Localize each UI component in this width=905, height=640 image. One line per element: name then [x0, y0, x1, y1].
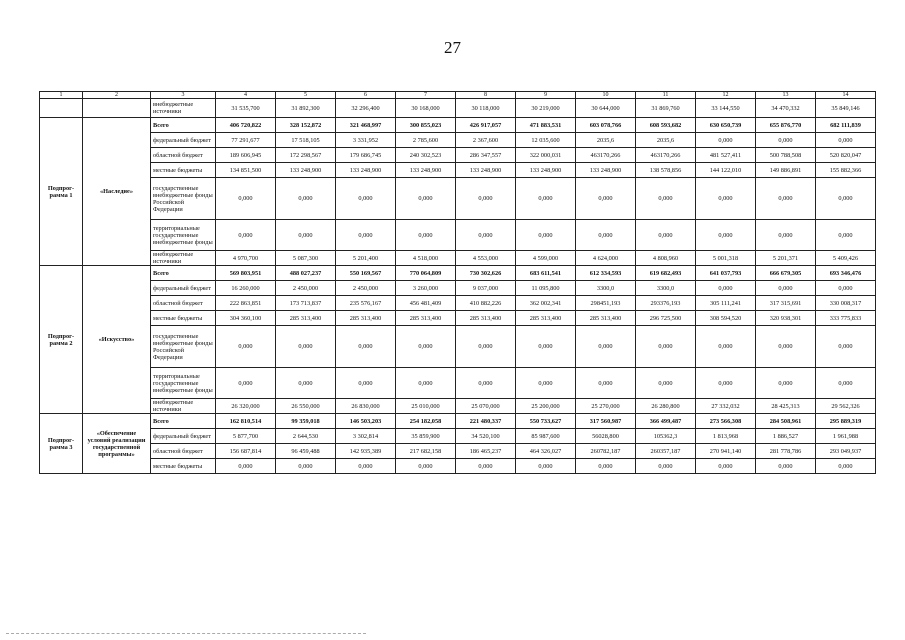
- header-row: [40, 92, 876, 99]
- table-row: [40, 444, 876, 459]
- value-cell: 27 332,032: [696, 399, 756, 414]
- value-cell: 285 313,400: [276, 311, 336, 326]
- value-cell: 77 291,677: [216, 133, 276, 148]
- value-cell: 254 182,058: [396, 414, 456, 429]
- header-cell: 12: [696, 92, 756, 99]
- value-cell: 17 518,105: [276, 133, 336, 148]
- value-cell: 285 313,400: [576, 311, 636, 326]
- value-cell: 0,000: [696, 220, 756, 251]
- table-row: [40, 368, 876, 399]
- value-cell: 0,000: [576, 326, 636, 368]
- value-cell: 260357,187: [636, 444, 696, 459]
- value-cell: 11 095,800: [516, 281, 576, 296]
- value-cell: 550 733,627: [516, 414, 576, 429]
- value-cell: 683 611,541: [516, 266, 576, 281]
- value-cell: 426 917,057: [456, 118, 516, 133]
- value-cell: 1 961,988: [816, 429, 876, 444]
- value-cell: 133 248,900: [516, 163, 576, 178]
- header-cell: 7: [396, 92, 456, 99]
- section-cell: «Искусство»: [83, 266, 151, 414]
- value-cell: 286 347,557: [456, 148, 516, 163]
- value-cell: 0,000: [816, 326, 876, 368]
- value-cell: 285 313,400: [456, 311, 516, 326]
- source-cell: внебюджетные источники: [151, 251, 216, 266]
- value-cell: 0,000: [516, 220, 576, 251]
- value-cell: 0,000: [696, 459, 756, 474]
- value-cell: 682 111,839: [816, 118, 876, 133]
- header-cell: 13: [756, 92, 816, 99]
- value-cell: 0,000: [276, 178, 336, 220]
- value-cell: 0,000: [756, 368, 816, 399]
- value-cell: 0,000: [576, 178, 636, 220]
- value-cell: 281 778,786: [756, 444, 816, 459]
- header-cell: 6: [336, 92, 396, 99]
- value-cell: 0,000: [336, 326, 396, 368]
- value-cell: 285 313,400: [396, 311, 456, 326]
- value-cell: 5 877,700: [216, 429, 276, 444]
- value-cell: 2 785,600: [396, 133, 456, 148]
- source-cell: внебюджетные источники: [151, 99, 216, 118]
- source-cell: областной бюджет: [151, 444, 216, 459]
- value-cell: 0,000: [216, 220, 276, 251]
- header-cell: 14: [816, 92, 876, 99]
- value-cell: 3 260,000: [396, 281, 456, 296]
- value-cell: 285 313,400: [516, 311, 576, 326]
- value-cell: 4 808,960: [636, 251, 696, 266]
- funding-table: [39, 91, 876, 474]
- value-cell: 0,000: [636, 459, 696, 474]
- value-cell: 730 302,626: [456, 266, 516, 281]
- value-cell: 284 508,961: [756, 414, 816, 429]
- value-cell: 260782,187: [576, 444, 636, 459]
- value-cell: 235 576,167: [336, 296, 396, 311]
- empty-cell: [40, 99, 83, 118]
- value-cell: 30 644,000: [576, 99, 636, 118]
- value-cell: 488 027,237: [276, 266, 336, 281]
- value-cell: 295 889,319: [816, 414, 876, 429]
- value-cell: 189 606,945: [216, 148, 276, 163]
- value-cell: 85 987,600: [516, 429, 576, 444]
- table-row: [40, 326, 876, 368]
- value-cell: 0,000: [216, 326, 276, 368]
- value-cell: 133 248,900: [336, 163, 396, 178]
- value-cell: 5 201,400: [336, 251, 396, 266]
- value-cell: 155 882,366: [816, 163, 876, 178]
- value-cell: 0,000: [756, 281, 816, 296]
- value-cell: 0,000: [396, 459, 456, 474]
- value-cell: 270 941,140: [696, 444, 756, 459]
- value-cell: 31 892,300: [276, 99, 336, 118]
- value-cell: 0,000: [276, 368, 336, 399]
- value-cell: 179 686,745: [336, 148, 396, 163]
- value-cell: 0,000: [516, 368, 576, 399]
- value-cell: 146 503,203: [336, 414, 396, 429]
- value-cell: 25 070,000: [456, 399, 516, 414]
- value-cell: 29 562,326: [816, 399, 876, 414]
- value-cell: 240 302,523: [396, 148, 456, 163]
- value-cell: 156 687,814: [216, 444, 276, 459]
- value-cell: 0,000: [756, 459, 816, 474]
- value-cell: 30 118,000: [456, 99, 516, 118]
- value-cell: 2 450,000: [336, 281, 396, 296]
- value-cell: 217 682,158: [396, 444, 456, 459]
- value-cell: 619 682,493: [636, 266, 696, 281]
- value-cell: 362 002,341: [516, 296, 576, 311]
- value-cell: 5 201,371: [756, 251, 816, 266]
- value-cell: 3 331,952: [336, 133, 396, 148]
- value-cell: 0,000: [336, 368, 396, 399]
- value-cell: 464 326,027: [516, 444, 576, 459]
- table-row: [40, 429, 876, 444]
- value-cell: 186 465,237: [456, 444, 516, 459]
- value-cell: 26 280,800: [636, 399, 696, 414]
- value-cell: 4 599,000: [516, 251, 576, 266]
- value-cell: 410 882,226: [456, 296, 516, 311]
- table-row: [40, 414, 876, 429]
- source-cell: областной бюджет: [151, 296, 216, 311]
- value-cell: 0,000: [756, 220, 816, 251]
- value-cell: 5 001,318: [696, 251, 756, 266]
- value-cell: 173 713,837: [276, 296, 336, 311]
- value-cell: 142 935,389: [336, 444, 396, 459]
- section-cell: «Обеспечение условий реализации государственной программы»: [83, 414, 151, 474]
- value-cell: 0,000: [396, 326, 456, 368]
- value-cell: 0,000: [816, 133, 876, 148]
- value-cell: 221 480,337: [456, 414, 516, 429]
- value-cell: 304 360,100: [216, 311, 276, 326]
- value-cell: 0,000: [336, 178, 396, 220]
- value-cell: 25 010,000: [396, 399, 456, 414]
- value-cell: 222 863,851: [216, 296, 276, 311]
- value-cell: 172 298,567: [276, 148, 336, 163]
- value-cell: 56028,800: [576, 429, 636, 444]
- value-cell: 2035,6: [636, 133, 696, 148]
- value-cell: 3300,0: [636, 281, 696, 296]
- value-cell: 641 037,793: [696, 266, 756, 281]
- value-cell: 0,000: [696, 326, 756, 368]
- value-cell: 0,000: [696, 281, 756, 296]
- value-cell: 305 111,241: [696, 296, 756, 311]
- value-cell: 0,000: [276, 326, 336, 368]
- value-cell: 0,000: [276, 459, 336, 474]
- source-cell: местные бюджеты: [151, 311, 216, 326]
- source-cell: государственные внебюджетные фонды Российской Федерации: [151, 178, 216, 220]
- value-cell: 0,000: [216, 368, 276, 399]
- value-cell: 655 876,770: [756, 118, 816, 133]
- source-cell: областной бюджет: [151, 148, 216, 163]
- value-cell: 666 679,305: [756, 266, 816, 281]
- value-cell: 0,000: [816, 281, 876, 296]
- header-cell: 1: [40, 92, 83, 99]
- value-cell: 35 859,900: [396, 429, 456, 444]
- value-cell: 0,000: [816, 368, 876, 399]
- table-row: [40, 220, 876, 251]
- value-cell: 16 260,000: [216, 281, 276, 296]
- table-row: [40, 399, 876, 414]
- value-cell: 0,000: [816, 459, 876, 474]
- value-cell: 0,000: [396, 178, 456, 220]
- value-cell: 0,000: [696, 178, 756, 220]
- source-cell: местные бюджеты: [151, 459, 216, 474]
- value-cell: 30 219,000: [516, 99, 576, 118]
- value-cell: 3 302,814: [336, 429, 396, 444]
- value-cell: 0,000: [216, 178, 276, 220]
- value-cell: 770 064,809: [396, 266, 456, 281]
- value-cell: 4 518,000: [396, 251, 456, 266]
- value-cell: 26 830,000: [336, 399, 396, 414]
- value-cell: 322 000,031: [516, 148, 576, 163]
- header-cell: 10: [576, 92, 636, 99]
- value-cell: 320 938,301: [756, 311, 816, 326]
- value-cell: 463170,266: [636, 148, 696, 163]
- value-cell: 330 008,317: [816, 296, 876, 311]
- value-cell: 0,000: [516, 326, 576, 368]
- value-cell: 0,000: [516, 459, 576, 474]
- value-cell: 293 049,937: [816, 444, 876, 459]
- value-cell: 328 152,872: [276, 118, 336, 133]
- value-cell: 1 886,527: [756, 429, 816, 444]
- table-row: [40, 251, 876, 266]
- value-cell: 0,000: [636, 368, 696, 399]
- table-row: [40, 99, 876, 118]
- value-cell: 133 248,900: [396, 163, 456, 178]
- value-cell: 0,000: [816, 220, 876, 251]
- value-cell: 0,000: [636, 326, 696, 368]
- value-cell: 603 078,766: [576, 118, 636, 133]
- source-cell: местные бюджеты: [151, 163, 216, 178]
- value-cell: 0,000: [576, 220, 636, 251]
- value-cell: 0,000: [396, 220, 456, 251]
- value-cell: 105362,3: [636, 429, 696, 444]
- value-cell: 99 359,018: [276, 414, 336, 429]
- value-cell: 31 535,700: [216, 99, 276, 118]
- subprogram-cell: Подпрог- рамма 3: [40, 414, 83, 474]
- value-cell: 293376,193: [636, 296, 696, 311]
- value-cell: 0,000: [696, 133, 756, 148]
- value-cell: 520 820,047: [816, 148, 876, 163]
- value-cell: 298451,193: [576, 296, 636, 311]
- value-cell: 26 320,000: [216, 399, 276, 414]
- value-cell: 612 334,593: [576, 266, 636, 281]
- value-cell: 463170,266: [576, 148, 636, 163]
- value-cell: 134 851,500: [216, 163, 276, 178]
- subprogram-cell: Подпрог- рамма 2: [40, 266, 83, 414]
- value-cell: 28 425,313: [756, 399, 816, 414]
- table-row: [40, 163, 876, 178]
- value-cell: 0,000: [816, 178, 876, 220]
- value-cell: 500 788,508: [756, 148, 816, 163]
- source-cell: территориальные государственные внебюджетные фонды: [151, 220, 216, 251]
- value-cell: 2 367,600: [456, 133, 516, 148]
- value-cell: 317 560,987: [576, 414, 636, 429]
- value-cell: 25 270,000: [576, 399, 636, 414]
- value-cell: 34 470,332: [756, 99, 816, 118]
- value-cell: 0,000: [456, 220, 516, 251]
- value-cell: 0,000: [276, 220, 336, 251]
- value-cell: 0,000: [756, 326, 816, 368]
- value-cell: 2 644,530: [276, 429, 336, 444]
- page-number: 27: [444, 38, 461, 57]
- header-cell: 2: [83, 92, 151, 99]
- value-cell: 456 481,409: [396, 296, 456, 311]
- value-cell: 4 624,000: [576, 251, 636, 266]
- value-cell: 30 168,000: [396, 99, 456, 118]
- value-cell: 138 578,856: [636, 163, 696, 178]
- table-row: [40, 133, 876, 148]
- value-cell: 0,000: [636, 220, 696, 251]
- value-cell: 0,000: [576, 459, 636, 474]
- value-cell: 0,000: [756, 133, 816, 148]
- value-cell: 0,000: [456, 326, 516, 368]
- value-cell: 0,000: [636, 178, 696, 220]
- table-row: [40, 281, 876, 296]
- value-cell: 25 200,000: [516, 399, 576, 414]
- value-cell: 3300,0: [576, 281, 636, 296]
- value-cell: 5 409,426: [816, 251, 876, 266]
- source-cell: Всего: [151, 414, 216, 429]
- value-cell: 133 248,900: [576, 163, 636, 178]
- footer-rule: [6, 633, 366, 634]
- value-cell: 0,000: [516, 178, 576, 220]
- header-cell: 4: [216, 92, 276, 99]
- value-cell: 0,000: [456, 459, 516, 474]
- value-cell: 296 725,500: [636, 311, 696, 326]
- value-cell: 2035,6: [576, 133, 636, 148]
- value-cell: 0,000: [396, 368, 456, 399]
- value-cell: 26 550,000: [276, 399, 336, 414]
- value-cell: 0,000: [216, 459, 276, 474]
- value-cell: 0,000: [576, 368, 636, 399]
- value-cell: 308 594,520: [696, 311, 756, 326]
- value-cell: 481 527,411: [696, 148, 756, 163]
- value-cell: 569 803,951: [216, 266, 276, 281]
- value-cell: 31 869,760: [636, 99, 696, 118]
- table-row: [40, 148, 876, 163]
- value-cell: 35 849,146: [816, 99, 876, 118]
- table-row: [40, 178, 876, 220]
- source-cell: внебюджетные источники: [151, 399, 216, 414]
- value-cell: 144 122,010: [696, 163, 756, 178]
- table-row: [40, 266, 876, 281]
- value-cell: 0,000: [456, 178, 516, 220]
- source-cell: территориальные государственные внебюджетные фонды: [151, 368, 216, 399]
- header-cell: 8: [456, 92, 516, 99]
- value-cell: 1 813,968: [696, 429, 756, 444]
- value-cell: 300 855,023: [396, 118, 456, 133]
- value-cell: 333 775,833: [816, 311, 876, 326]
- value-cell: 12 035,600: [516, 133, 576, 148]
- source-cell: государственные внебюджетные фонды Российской Федерации: [151, 326, 216, 368]
- value-cell: 133 248,900: [276, 163, 336, 178]
- value-cell: 608 593,682: [636, 118, 696, 133]
- table-row: [40, 118, 876, 133]
- value-cell: 0,000: [756, 178, 816, 220]
- value-cell: 4 553,000: [456, 251, 516, 266]
- value-cell: 133 248,900: [456, 163, 516, 178]
- value-cell: 162 810,514: [216, 414, 276, 429]
- value-cell: 32 296,400: [336, 99, 396, 118]
- source-cell: федеральный бюджет: [151, 281, 216, 296]
- empty-cell: [83, 99, 151, 118]
- value-cell: 366 499,487: [636, 414, 696, 429]
- value-cell: 550 169,567: [336, 266, 396, 281]
- header-cell: 3: [151, 92, 216, 99]
- value-cell: 0,000: [336, 220, 396, 251]
- value-cell: 0,000: [336, 459, 396, 474]
- section-cell: «Наследие»: [83, 118, 151, 266]
- value-cell: 2 450,000: [276, 281, 336, 296]
- table-row: [40, 459, 876, 474]
- header-cell: 11: [636, 92, 696, 99]
- value-cell: 5 087,300: [276, 251, 336, 266]
- source-cell: федеральный бюджет: [151, 429, 216, 444]
- source-cell: Всего: [151, 266, 216, 281]
- value-cell: 33 144,550: [696, 99, 756, 118]
- value-cell: 406 720,822: [216, 118, 276, 133]
- value-cell: 317 315,691: [756, 296, 816, 311]
- value-cell: 96 459,488: [276, 444, 336, 459]
- source-cell: федеральный бюджет: [151, 133, 216, 148]
- value-cell: 693 346,476: [816, 266, 876, 281]
- value-cell: 321 468,997: [336, 118, 396, 133]
- value-cell: 4 970,700: [216, 251, 276, 266]
- table-row: [40, 311, 876, 326]
- value-cell: 273 566,308: [696, 414, 756, 429]
- header-cell: 5: [276, 92, 336, 99]
- value-cell: 285 313,400: [336, 311, 396, 326]
- source-cell: Всего: [151, 118, 216, 133]
- value-cell: 0,000: [456, 368, 516, 399]
- subprogram-cell: Подпрог- рамма 1: [40, 118, 83, 266]
- value-cell: 149 886,891: [756, 163, 816, 178]
- value-cell: 9 037,000: [456, 281, 516, 296]
- value-cell: 471 883,531: [516, 118, 576, 133]
- value-cell: 630 650,739: [696, 118, 756, 133]
- value-cell: 34 520,100: [456, 429, 516, 444]
- value-cell: 0,000: [696, 368, 756, 399]
- header-cell: 9: [516, 92, 576, 99]
- table-row: [40, 296, 876, 311]
